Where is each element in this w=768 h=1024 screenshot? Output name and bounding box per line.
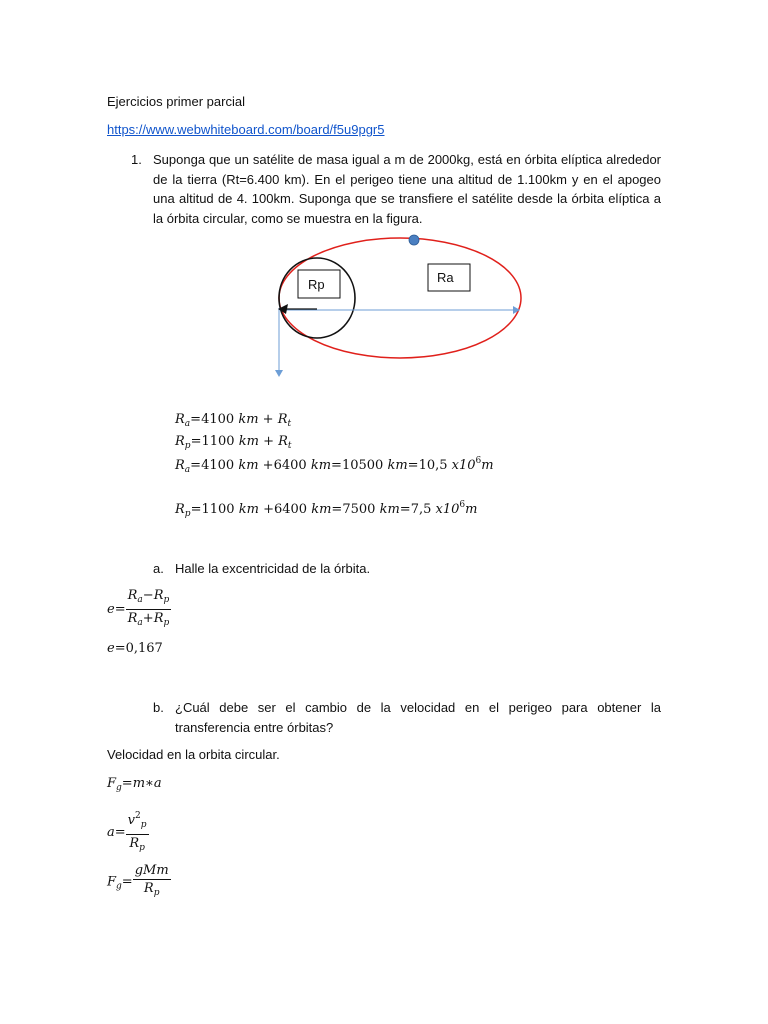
eccentricity-fraction: $\frac{R_a-R_p}{R_a+R_p}$ <box>127 588 170 628</box>
document-title: Ejercicios primer parcial <box>107 94 245 109</box>
part-b-label: b. <box>153 700 164 715</box>
satellite-marker <box>409 235 419 245</box>
ra-label: Ra <box>437 270 454 285</box>
eccentricity-formula: e= $\frac{R_a-R_p}{R_a+R_p}$ <box>107 587 171 632</box>
velocity-arrowhead <box>275 370 283 377</box>
whiteboard-link[interactable]: https://www.webwhiteboard.com/board/f5u9pgr5 <box>107 122 385 137</box>
problem-statement: Suponga que un satélite de masa igual a m de 2000kg, está en órbita elíptica alrededor de la tierra (Rt=6.400 km). En el perigeo tiene una altitud de 1.100km y en el apogeo una altitud de 4. 100km. Suponga que se transfiere el satélite desde la órbita elíptica a la órbita circular, como se muestra en la figura. <box>153 152 661 226</box>
problem-number: 1. <box>131 152 142 167</box>
gravity-force-equation: $F_g=m∗a$ <box>107 776 162 793</box>
centripetal-acceleration-equation: a= $\frac{v^2_p}{R_p}$ <box>107 808 149 857</box>
rp-label: Rp <box>308 277 325 292</box>
equation-rp-definition: $R_p=1100$ km + $R_t$ <box>175 434 292 451</box>
part-a-question: Halle la excentricidad de la órbita. <box>175 561 371 576</box>
gravitational-force-equation: $F_g=$ $\frac{\text{gMm}}{R_p}$ <box>107 863 169 898</box>
eccentricity-result: e=0,167 <box>107 641 163 656</box>
circular-velocity-heading: Velocidad en la orbita circular. <box>107 747 280 762</box>
part-b-question: ¿Cuál debe ser el cambio de la velocidad en el perigeo para obtener la transferencia entre órbitas? <box>175 700 661 735</box>
orbit-diagram <box>250 228 540 388</box>
equation-rp-value: $R_p=1100$ km +6400 km=7500 km=7,5 $x10^6m$ <box>175 500 478 519</box>
equation-ra-value: $R_a=4100$ km +6400 km=10500 km=10,5 $x10^6m$ <box>175 456 494 475</box>
part-a-label: a. <box>153 561 164 576</box>
equation-ra-definition: $R_a=4100$ km + $R_t$ <box>175 412 292 429</box>
